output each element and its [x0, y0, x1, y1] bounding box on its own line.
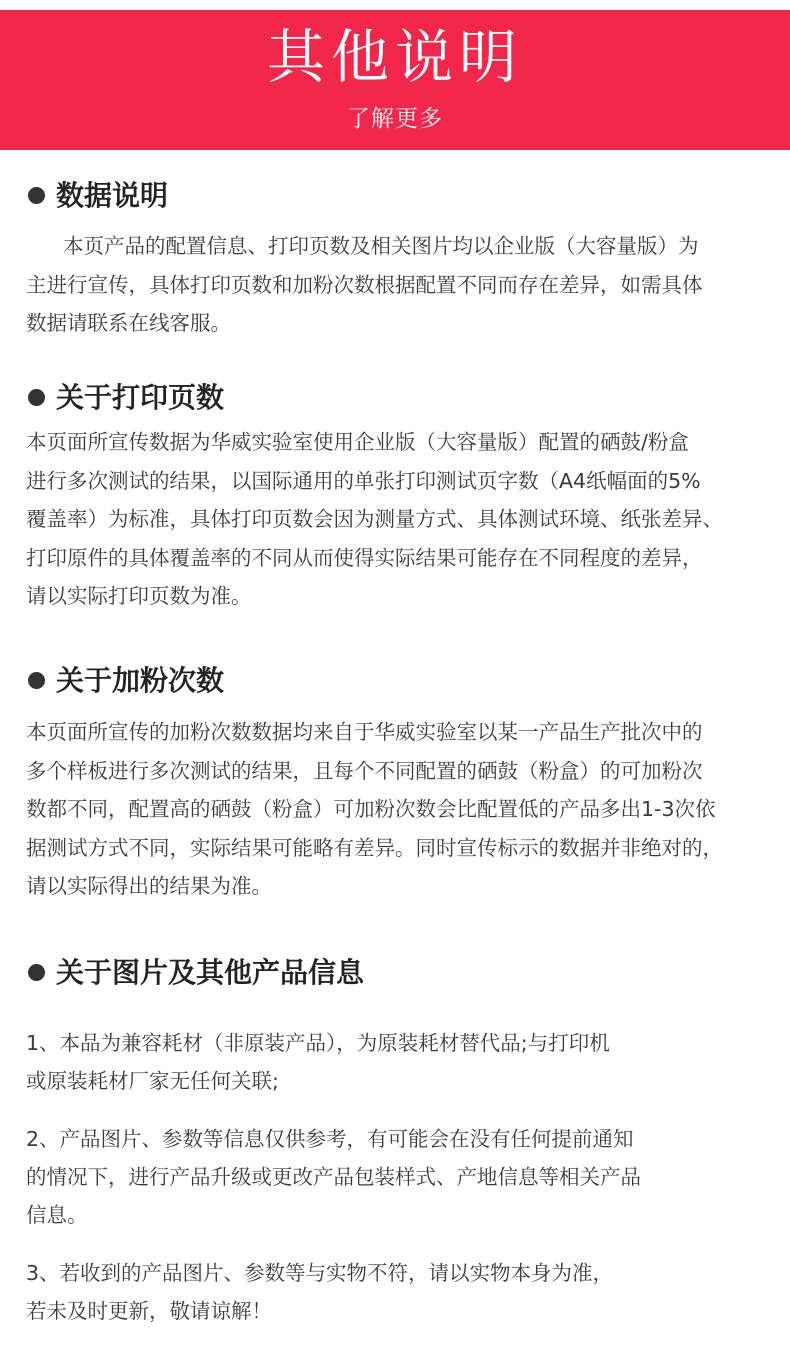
section-paragraph: 本页面所宣传的加粉次数数据均来自于华威实验室以某一产品生产批次中的 多个样板进行多次测试的结果，且每个不同配置的硒鼓（粉盒）的可加粉次 数都不同，配置高的硒鼓（粉盒）可加粉次数会比配置低的产品多出1-3次依 据测试方式不同，实际结果可能略有差异。同时宣传标示的数据并非绝对的， 请以实际得出的结果为准。	[26, 720, 723, 898]
banner-subtitle: 了解更多	[347, 106, 443, 132]
section-title: 关于打印页数	[56, 381, 225, 414]
banner-title: 其他说明	[266, 23, 523, 91]
section-images-other-info	[0, 953, 790, 1330]
section-heading	[0, 661, 790, 701]
bullet-icon	[28, 672, 45, 689]
list-item: 1、本品为兼容耗材（非原装产品），为原装耗材替代品;与打印机 或原装耗材厂家无任何关联;	[26, 1031, 610, 1093]
section-title: 关于图片及其他产品信息	[56, 956, 365, 989]
section-paragraph: 本页产品的配置信息、打印页数及相关图片均以企业版（大容量版）为 主进行宣传，具体打印页数和加粉次数根据配置不同而存在差异，如需具体 数据请联系在线客服。	[26, 234, 703, 335]
section-heading	[0, 953, 790, 993]
bullet-icon	[28, 187, 45, 204]
section-title: 关于加粉次数	[56, 664, 225, 697]
bullet-icon	[28, 389, 45, 406]
section-data-description	[0, 176, 790, 343]
section-print-pages	[0, 378, 790, 616]
header-banner	[0, 10, 790, 150]
bullet-icon	[28, 964, 45, 981]
section-refill-count	[0, 661, 790, 906]
list-item: 3、若收到的产品图片、参数等与实物不符，请以实物本身为准， 若未及时更新，敬请谅解！	[26, 1261, 614, 1323]
section-heading	[0, 378, 790, 418]
section-heading	[0, 176, 790, 216]
section-title: 数据说明	[56, 179, 169, 212]
section-paragraph: 本页面所宣传数据为华威实验室使用企业版（大容量版）配置的硒鼓/粉盒 进行多次测试的结果，以国际通用的单张打印测试页字数（A4纸幅面的5% 覆盖率）为标准，具体打印页数会因为测量方式、具体测试环境、纸张差异、 打印原件的具体覆盖率的不同从而使得实际结果可能存在不同程度的差异， 请以实际打印页数为准。	[26, 430, 723, 608]
list-item: 2、产品图片、参数等信息仅供参考，有可能会在没有任何提前通知 的情况下，进行产品升级或更改产品包装样式、产地信息等相关产品 信息。	[26, 1127, 641, 1227]
